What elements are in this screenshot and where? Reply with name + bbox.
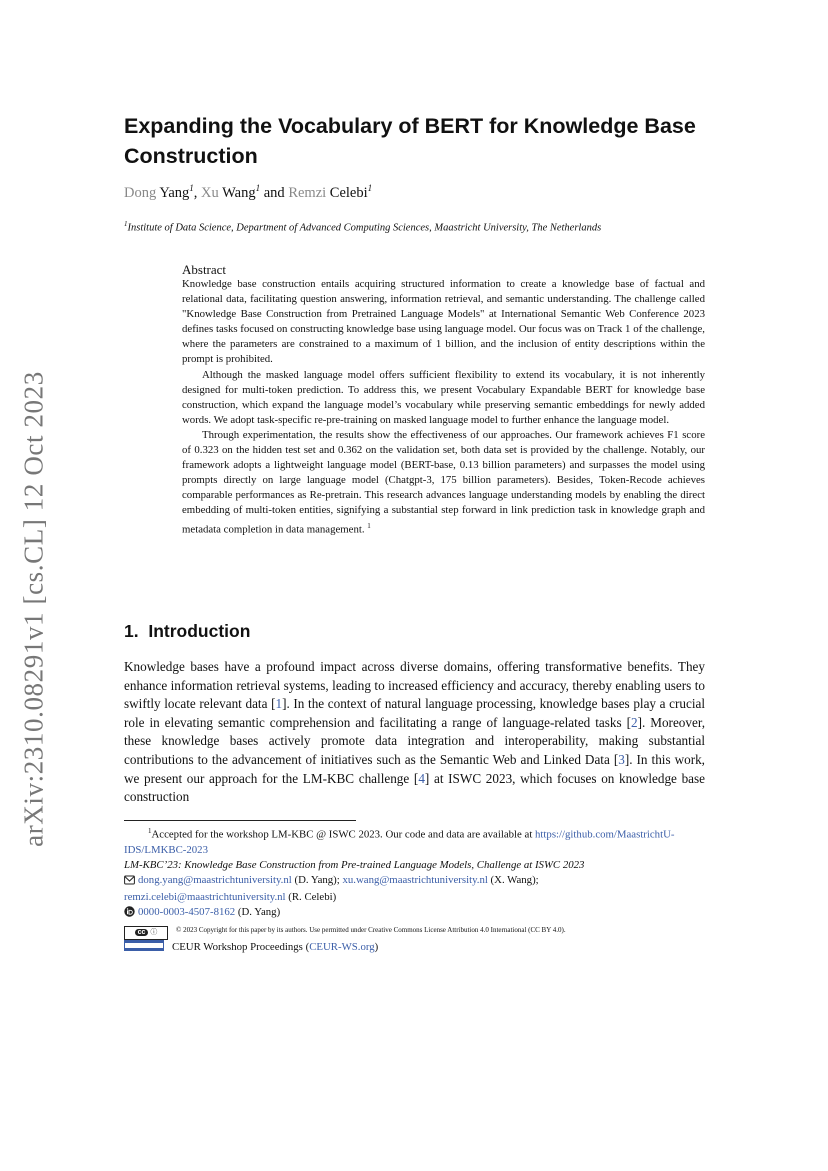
ceur-text: CEUR Workshop Proceedings ( bbox=[172, 940, 310, 953]
ceur-line bbox=[124, 940, 705, 955]
abstract bbox=[182, 262, 705, 537]
orcid-icon bbox=[124, 906, 135, 922]
envelope-icon bbox=[124, 875, 135, 890]
author-3-given: Remzi bbox=[288, 184, 327, 201]
author-3-mark: 1 bbox=[367, 183, 373, 193]
cc-icon: cc bbox=[135, 929, 149, 936]
ceur-ws-link[interactable]: CEUR-WS.org bbox=[309, 940, 375, 953]
orcid-link[interactable]: 0000-0003-4507-8162 bbox=[138, 905, 236, 918]
code-repository-link[interactable]: https://github.com/MaastrichtU-IDS/LMKBC-2023 bbox=[124, 828, 675, 856]
copyright-line bbox=[124, 922, 705, 940]
affiliation-text: Institute of Data Science, Department of Advanced Computing Sciences, Maastricht University, The Netherlands bbox=[127, 222, 602, 234]
author-2-family: Wang bbox=[222, 184, 256, 201]
citation-link-2[interactable]: 2 bbox=[630, 714, 638, 730]
orcid-line bbox=[124, 905, 705, 922]
footnote-1-text: Accepted for the workshop LM-KBC @ ISWC 2023. Our code and data are available at bbox=[151, 828, 536, 841]
author-list bbox=[124, 183, 372, 202]
footnote-1-mark: 1 bbox=[148, 827, 152, 835]
venue-line: LM-KBC’23: Knowledge Base Construction from Pre-trained Language Models, Challenge at ISWC 2023 bbox=[124, 858, 585, 871]
affiliation-mark: 1 bbox=[124, 220, 128, 228]
email-line-2 bbox=[124, 890, 705, 905]
intro-text-3: . Moreover, these knowledge bases actively promote data integration and interoperability, making substantial contributions to the advancement of initiatives such as the Semantic Web and Linked Data bbox=[124, 714, 706, 767]
abstract-paragraph-3-text: Through experimentation, the results show the effectiveness of our approaches. Our framework achieves F1 score of 0.323 on the hidden test set and 0.362 on the validation set, both data set is provided by the challenge. Notably, our framework adopts a lightweight language model (BERT-base, 0.13 billion parameters) and surpasses the model using prompts directly on large language model (Chatgpt-3, 175 billion parameters). Besides, Token-Recode achieves comparable performances as Re-pretrain. This research advances language understanding models by enabling the direct embedding of multi-token entities, signifying a substantial step forward in link prediction task in knowledge graph and metadata completion in data management. bbox=[182, 428, 705, 536]
author-1-family: Yang bbox=[159, 184, 190, 201]
arxiv-identifier: arXiv:2310.08291v1 [cs.CL] 12 Oct 2023 bbox=[18, 371, 49, 847]
citation-link-1[interactable]: 1 bbox=[275, 696, 283, 712]
orcid-owner: (D. Yang) bbox=[235, 905, 281, 918]
author-2-given: Xu bbox=[201, 184, 219, 201]
footnote-divider bbox=[124, 820, 356, 821]
intro-text-5: at ISWC 2023, which focuses on knowledge base construction bbox=[124, 770, 705, 805]
introduction-paragraph: Knowledge bases have a profound impact across diverse domains, offering transformative benefits. They enhance information retrieval systems, leading to increased efficiency and accuracy, thereby enabling users to swiftly locate relevant data [1]. In the context of natural language processing, knowledge bases play a crucial role in elevating semantic comprehension and facilitating a range of language-related tasks [2]. Moreover, these knowledge bases actively promote data integration and interoperability, making substantial contributions to the advancement of initiatives such as the Semantic Web and Linked Data [3]. In this work, we present our approach for the LM-KBC challenge [4] at ISWC 2023, which focuses on knowledge base construction bbox=[124, 659, 706, 805]
intro-text-1: Knowledge bases have a profound impact across diverse domains, offering transformative benefits. They enhance information retrieval systems, leading to increased efficiency and accuracy, thereby enabling users to swiftly locate relevant data bbox=[124, 659, 705, 712]
email-line bbox=[124, 873, 705, 890]
email-link-remzi-celebi[interactable]: remzi.celebi@maastrichtuniversity.nl bbox=[124, 890, 286, 903]
citation-link-3[interactable]: 3 bbox=[618, 751, 625, 767]
copyright-text: © 2023 Copyright for this paper by its authors. Use permitted under Creative Commons License Attribution 4.0 International (CC BY 4.0). bbox=[176, 925, 566, 934]
author-3-family: Celebi bbox=[329, 184, 368, 201]
ceur-close-paren: ) bbox=[374, 940, 379, 953]
section-number: 1. bbox=[124, 621, 139, 641]
author-and: and bbox=[263, 184, 285, 201]
footnotes bbox=[124, 824, 705, 955]
author-2-mark: 1 bbox=[255, 183, 261, 193]
arxiv-sidebar bbox=[14, 368, 54, 850]
abstract-heading: Abstract bbox=[182, 262, 227, 277]
email-2-owner: (X. Wang); bbox=[487, 873, 539, 886]
author-1-given: Dong bbox=[124, 184, 157, 201]
abstract-paragraph-1: Knowledge base construction entails acquiring structured information to create a knowledge base of factual and relational data, facilitating question answering, information retrieval, and semantic understanding. The challenge called "Knowledge Base Construction from Pretrained Language Models" at International Semantic Web Conference 2023 defines tasks focused on constructing knowledge base using language model. Our focus was on Track 1 of the challenge, where the parameters are constrained to a maximum of 1 billion, and the inclusion of entity descriptions within the prompt is prohibited. bbox=[182, 278, 705, 366]
paper-title: Expanding the Vocabulary of BERT for Knowledge Base Construction bbox=[124, 114, 696, 168]
intro-text-2: . In the context of natural language processing, knowledge bases play a crucial role in elevating semantic comprehension and facilitating a range of language-related tasks bbox=[124, 696, 706, 730]
author-3 bbox=[288, 185, 372, 201]
email-1-owner: (D. Yang); bbox=[291, 873, 343, 886]
affiliation bbox=[124, 220, 601, 234]
author-separator: , bbox=[193, 184, 198, 201]
section-title: Introduction bbox=[148, 621, 251, 641]
email-link-xu-wang[interactable]: xu.wang@maastrichtuniversity.nl bbox=[342, 873, 488, 886]
abstract-paragraph-2: Although the masked language model offers sufficient flexibility to extend its vocabulary, it is not inherently designed for multi-token prediction. To address this, we present Vocabulary Expandable BERT for knowledge base construction, which expand the language model’s vocabulary while preserving semantic embeddings for newly added words. We adopt task-specific re-pre-training on masked language model to further enhance the language model. bbox=[182, 368, 705, 426]
citation-link-4[interactable]: 4 bbox=[418, 770, 425, 786]
by-icon: ⓘ bbox=[150, 928, 158, 936]
author-2 bbox=[201, 185, 260, 201]
email-link-dong-yang[interactable]: dong.yang@maastrichtuniversity.nl bbox=[138, 873, 292, 886]
author-1-mark: 1 bbox=[189, 183, 194, 193]
intro-text-4: . In this work, we present our approach for the LM-KBC challenge bbox=[124, 751, 705, 786]
email-3-owner: (R. Celebi) bbox=[285, 890, 337, 903]
section-heading-introduction bbox=[124, 621, 250, 642]
ceur-logo-icon bbox=[124, 940, 164, 951]
abstract-paragraph-3 bbox=[182, 428, 705, 537]
abstract-footnote-mark: 1 bbox=[367, 521, 371, 530]
author-1 bbox=[124, 185, 194, 201]
creative-commons-badge bbox=[124, 926, 168, 940]
footnote-1 bbox=[124, 824, 705, 858]
